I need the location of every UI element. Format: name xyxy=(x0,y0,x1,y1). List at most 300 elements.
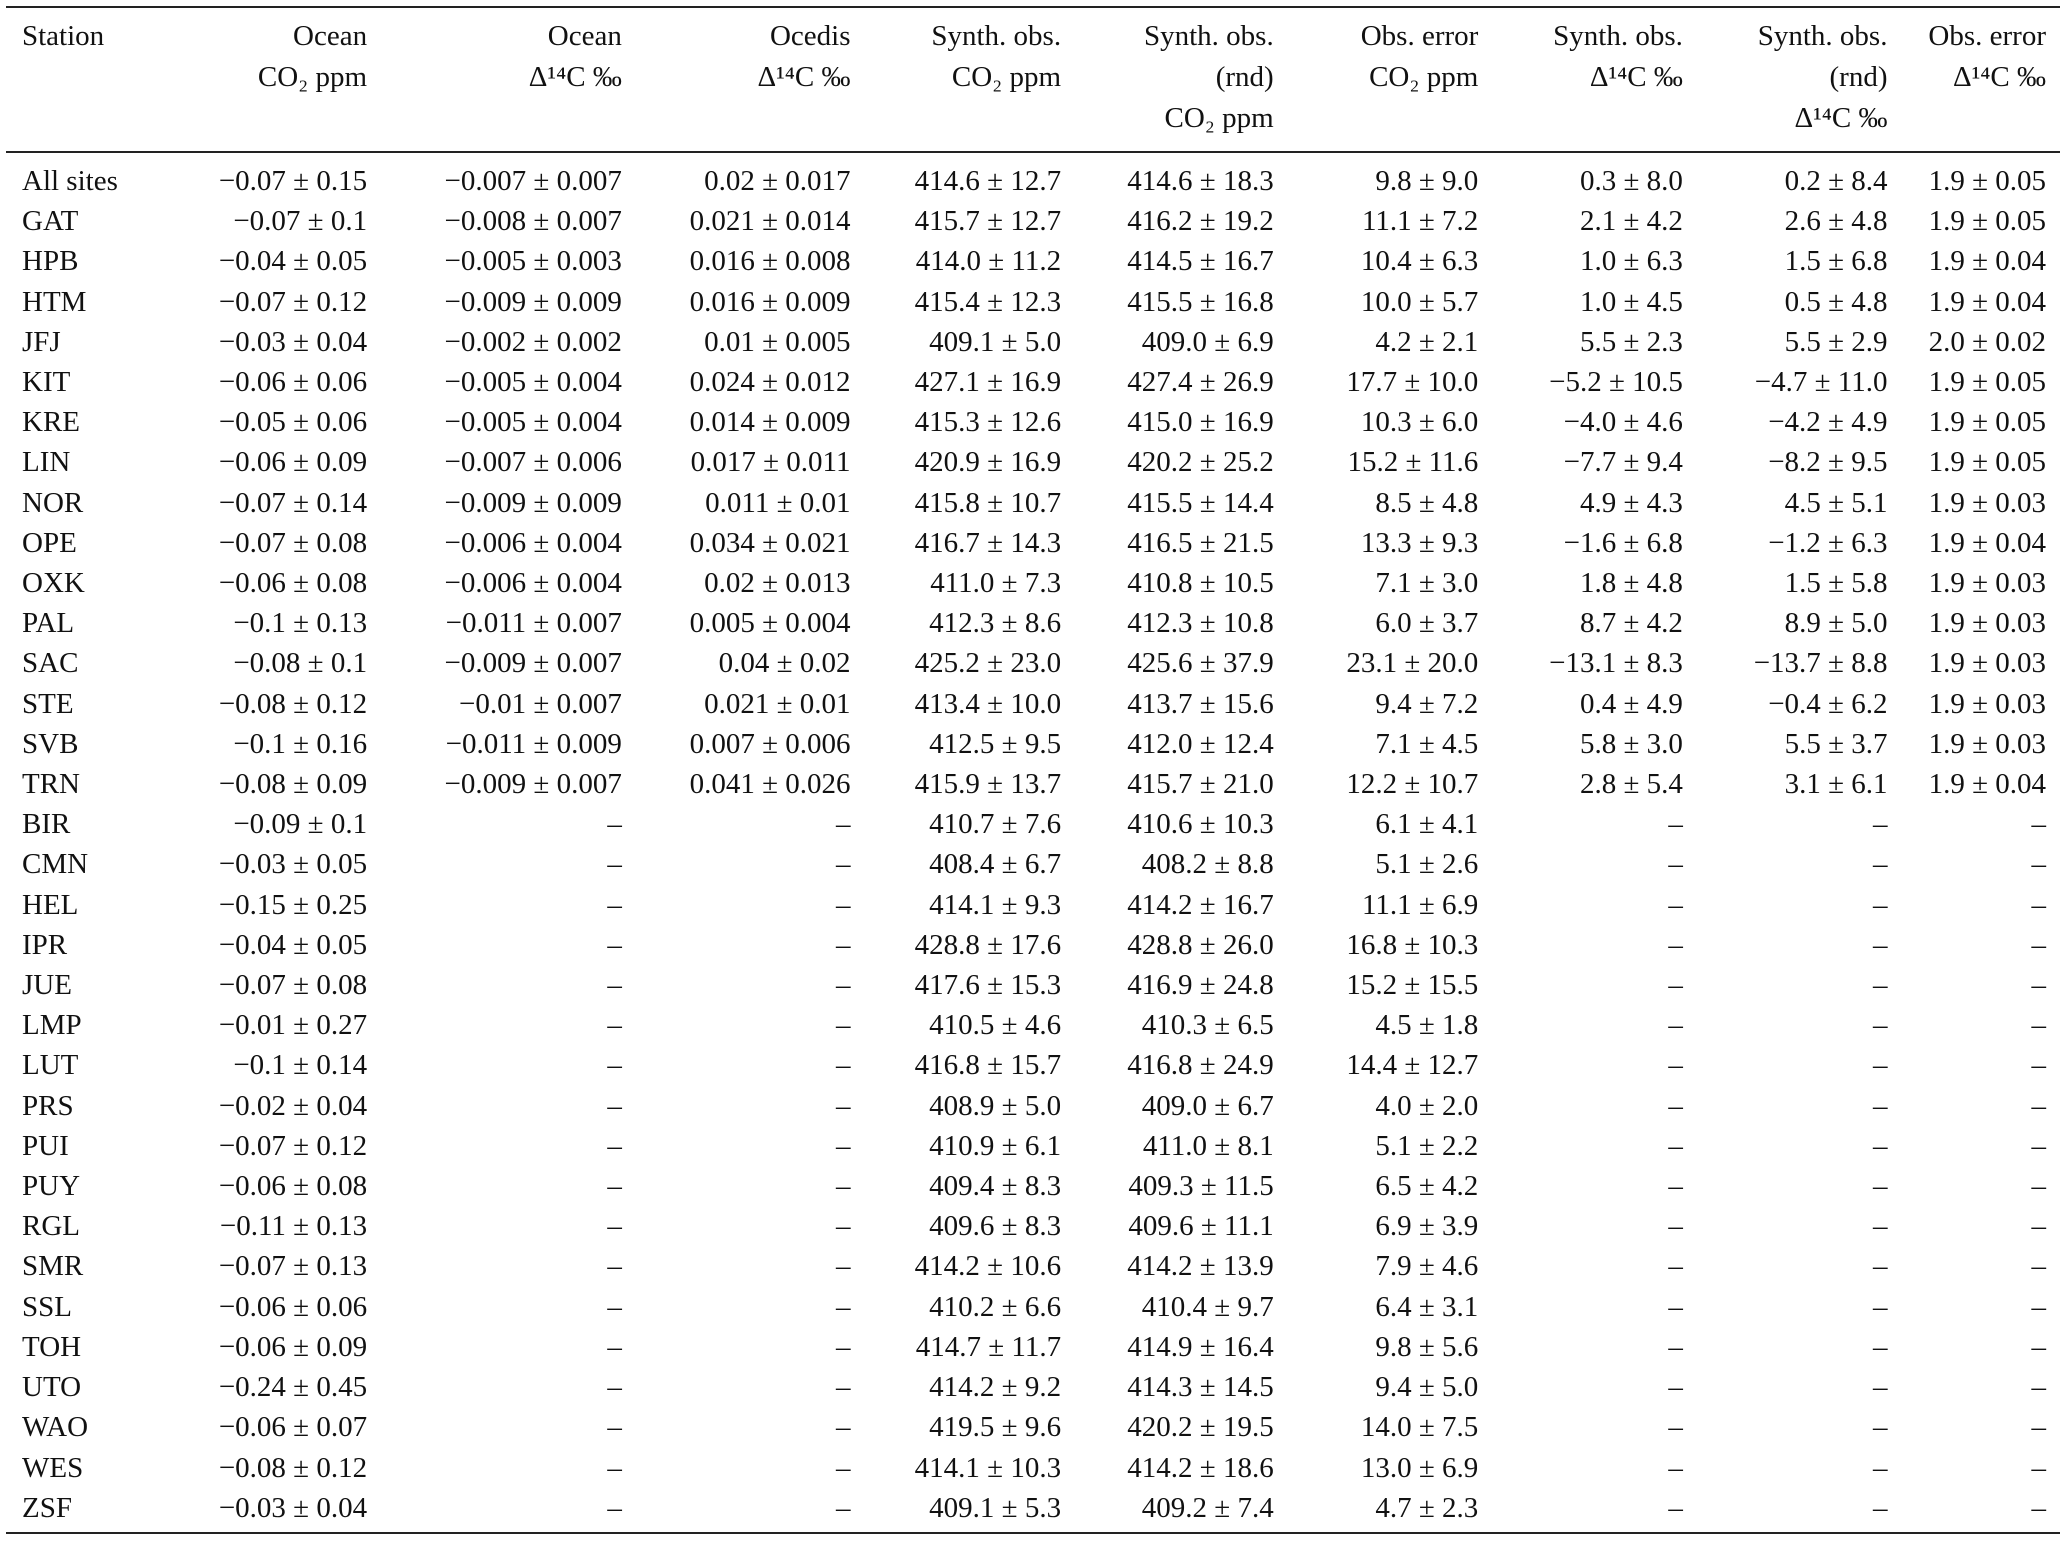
table-row xyxy=(6,1045,2060,1085)
value-cell: 419.5 ± 9.6 xyxy=(929,1411,1062,1444)
value-cell: −0.005 ± 0.004 xyxy=(444,406,622,439)
value-cell: 416.5 ± 21.5 xyxy=(1127,526,1274,559)
value-cell: 409.6 ± 11.1 xyxy=(1128,1210,1274,1243)
value-cell: 2.1 ± 4.2 xyxy=(1579,205,1683,238)
value-cell: – xyxy=(1872,1049,1888,1082)
value-cell: 410.3 ± 6.5 xyxy=(1141,1009,1274,1042)
station-cell: SVB xyxy=(22,727,79,760)
value-cell: – xyxy=(1668,1250,1683,1283)
station-cell: OPE xyxy=(22,526,77,559)
value-cell: – xyxy=(2031,888,2046,921)
value-cell: – xyxy=(1697,1488,1902,1533)
table-row xyxy=(6,152,2060,201)
column-header-line: (rnd) xyxy=(1829,61,1888,93)
value-cell: 413.4 ± 10.0 xyxy=(914,687,1062,720)
value-cell: 7.1 ± 4.5 xyxy=(1375,727,1479,760)
value-cell: – xyxy=(607,1129,622,1162)
column-header-line: (rnd) xyxy=(1215,61,1274,93)
value-cell: 415.5 ± 16.8 xyxy=(1127,285,1274,318)
table-row xyxy=(6,1005,2060,1045)
value-cell: – xyxy=(835,1170,851,1203)
value-cell: −0.07 ± 0.12 xyxy=(218,285,368,318)
value-cell: 1.9 ± 0.05 xyxy=(1928,366,2046,399)
value-cell: 9.4 ± 7.2 xyxy=(1375,687,1479,720)
value-cell: 8.7 ± 4.2 xyxy=(1579,607,1683,640)
station-cell: NOR xyxy=(22,486,84,519)
value-cell: 9.8 ± 9.0 xyxy=(1375,165,1479,197)
value-cell: −0.005 ± 0.004 xyxy=(444,366,622,399)
value-cell: −0.07 ± 0.12 xyxy=(218,1129,368,1162)
value-cell: – xyxy=(607,1009,622,1042)
value-cell: – xyxy=(835,1250,851,1283)
value-cell: – xyxy=(835,1451,851,1484)
value-cell: 416.7 ± 14.3 xyxy=(914,526,1062,559)
value-cell: 1.9 ± 0.04 xyxy=(1928,285,2046,318)
value-cell: 428.8 ± 17.6 xyxy=(914,928,1062,961)
value-cell: −0.09 ± 0.1 xyxy=(233,808,368,841)
value-cell: – xyxy=(2031,1371,2046,1404)
value-cell: 5.1 ± 2.2 xyxy=(1375,1129,1479,1162)
value-cell: – xyxy=(607,928,622,961)
value-cell: 412.3 ± 8.6 xyxy=(929,607,1062,640)
value-cell: 13.0 ± 6.9 xyxy=(1360,1451,1479,1484)
value-cell: −0.011 ± 0.009 xyxy=(445,727,622,760)
value-cell: 1.9 ± 0.05 xyxy=(1928,446,2046,479)
value-cell: – xyxy=(835,1210,851,1243)
value-cell: −0.006 ± 0.004 xyxy=(444,567,622,600)
station-cell: PAL xyxy=(22,607,75,640)
station-cell: LIN xyxy=(22,446,71,479)
value-cell: – xyxy=(1668,1049,1683,1082)
value-cell: 0.02 ± 0.017 xyxy=(704,165,851,197)
value-cell: 6.4 ± 3.1 xyxy=(1375,1290,1479,1323)
value-cell: 0.034 ± 0.021 xyxy=(689,526,851,559)
value-cell: – xyxy=(1492,1488,1697,1533)
value-cell: – xyxy=(835,1089,851,1122)
station-cell: TOH xyxy=(22,1330,82,1363)
value-cell: 0.5 ± 4.8 xyxy=(1784,285,1888,318)
value-cell: −0.03 ± 0.04 xyxy=(218,325,368,358)
value-cell: 414.0 ± 11.2 xyxy=(915,245,1062,278)
value-cell: – xyxy=(2031,1330,2046,1363)
value-cell: – xyxy=(1668,1290,1683,1323)
value-cell: 1.9 ± 0.04 xyxy=(1928,768,2046,801)
value-cell: – xyxy=(607,1210,622,1243)
column-header-line: CO₂ ppm xyxy=(951,61,1062,93)
value-cell: 415.0 ± 16.9 xyxy=(1127,406,1274,439)
table-row xyxy=(6,1287,2060,1327)
value-cell: −0.15 ± 0.25 xyxy=(218,888,368,921)
table-row xyxy=(6,1086,2060,1126)
value-cell: −0.07 ± 0.08 xyxy=(218,526,368,559)
value-cell: 1.0 ± 6.3 xyxy=(1579,245,1683,278)
value-cell: 4.2 ± 2.1 xyxy=(1375,325,1479,358)
station-cell: LMP xyxy=(22,1009,82,1042)
value-cell: −0.06 ± 0.08 xyxy=(218,1170,368,1203)
value-cell: −0.07 ± 0.1 xyxy=(233,205,368,238)
value-cell: 1.9 ± 0.05 xyxy=(1928,165,2046,197)
value-cell: 13.3 ± 9.3 xyxy=(1360,526,1479,559)
value-cell: 11.1 ± 6.9 xyxy=(1361,888,1479,921)
value-cell: −0.007 ± 0.007 xyxy=(444,165,622,197)
value-cell: 8.9 ± 5.0 xyxy=(1784,607,1888,640)
value-cell: 414.5 ± 16.7 xyxy=(1127,245,1274,278)
value-cell: – xyxy=(2031,1250,2046,1283)
value-cell: 428.8 ± 26.0 xyxy=(1127,928,1274,961)
value-cell: −0.009 ± 0.009 xyxy=(444,285,622,318)
table-row xyxy=(6,1367,2060,1407)
station-cell: KIT xyxy=(22,366,71,399)
value-cell: −7.7 ± 9.4 xyxy=(1563,446,1683,479)
value-cell: 414.6 ± 12.7 xyxy=(914,165,1062,197)
value-cell: −0.08 ± 0.09 xyxy=(218,768,368,801)
value-cell: 0.01 ± 0.005 xyxy=(704,325,851,358)
value-cell: −0.1 ± 0.13 xyxy=(233,607,368,640)
table-row xyxy=(6,282,2060,322)
table-row xyxy=(6,965,2060,1005)
value-cell: 0.011 ± 0.01 xyxy=(705,486,851,519)
value-cell: 9.8 ± 5.6 xyxy=(1375,1330,1479,1363)
value-cell: – xyxy=(1668,928,1683,961)
value-cell: 4.0 ± 2.0 xyxy=(1375,1089,1479,1122)
table-row xyxy=(6,1488,2060,1533)
value-cell: 411.0 ± 7.3 xyxy=(930,567,1062,600)
value-cell: – xyxy=(607,1170,622,1203)
value-cell: −0.02 ± 0.04 xyxy=(218,1089,368,1122)
value-cell: 410.4 ± 9.7 xyxy=(1141,1290,1274,1323)
station-cell: KRE xyxy=(22,406,80,439)
value-cell: – xyxy=(1872,1009,1888,1042)
value-cell: 14.0 ± 7.5 xyxy=(1360,1411,1479,1444)
value-cell: −0.009 ± 0.007 xyxy=(444,768,622,801)
value-cell: – xyxy=(607,1371,622,1404)
value-cell: – xyxy=(1668,1210,1683,1243)
column-header-line: Δ¹⁴C ‰ xyxy=(528,61,622,93)
table-row xyxy=(6,643,2060,683)
value-cell: 414.2 ± 13.9 xyxy=(1127,1250,1274,1283)
value-cell: −0.01 ± 0.007 xyxy=(459,687,622,720)
value-cell: – xyxy=(1872,1089,1888,1122)
value-cell: −0.11 ± 0.13 xyxy=(219,1210,368,1243)
station-cell: All sites xyxy=(22,165,118,197)
value-cell: 420.9 ± 16.9 xyxy=(914,446,1062,479)
value-cell: – xyxy=(835,1371,851,1404)
value-cell: −0.06 ± 0.07 xyxy=(218,1411,368,1444)
value-cell: −0.08 ± 0.12 xyxy=(218,687,368,720)
value-cell: – xyxy=(1901,1488,2060,1533)
value-cell: 409.0 ± 6.7 xyxy=(1141,1089,1274,1122)
value-cell: – xyxy=(2031,1451,2046,1484)
value-cell: 414.2 ± 9.2 xyxy=(929,1371,1062,1404)
value-cell: 0.016 ± 0.009 xyxy=(689,285,851,318)
value-cell: −5.2 ± 10.5 xyxy=(1549,366,1683,399)
station-cell: HPB xyxy=(22,245,79,278)
value-cell: 415.5 ± 14.4 xyxy=(1127,486,1274,519)
value-cell: – xyxy=(607,888,622,921)
value-cell: – xyxy=(607,1330,622,1363)
value-cell: 414.7 ± 11.7 xyxy=(915,1330,1062,1363)
station-cell: PUY xyxy=(22,1170,81,1203)
value-cell: −4.7 ± 11.0 xyxy=(1754,366,1888,399)
value-cell: 414.3 ± 14.5 xyxy=(1127,1371,1274,1404)
table-row xyxy=(6,442,2060,482)
value-cell: 410.5 ± 4.6 xyxy=(929,1009,1062,1042)
table-row xyxy=(6,563,2060,603)
value-cell: – xyxy=(2031,969,2046,1002)
value-cell: −0.006 ± 0.004 xyxy=(444,526,622,559)
value-cell: – xyxy=(835,848,851,881)
column-header xyxy=(636,7,865,152)
column-header xyxy=(1697,7,1902,152)
value-cell: 414.2 ± 18.6 xyxy=(1127,1451,1274,1484)
station-cell: LUT xyxy=(22,1049,79,1082)
value-cell: – xyxy=(2031,1210,2046,1243)
table-body xyxy=(6,152,2060,1533)
station-cell: SSL xyxy=(22,1290,72,1323)
value-cell: – xyxy=(607,1290,622,1323)
value-cell: 5.5 ± 3.7 xyxy=(1784,727,1888,760)
value-cell: – xyxy=(1668,969,1683,1002)
column-header-line: Ocean xyxy=(547,20,622,52)
value-cell: 0.014 ± 0.009 xyxy=(689,406,851,439)
value-cell: – xyxy=(835,1330,851,1363)
value-cell: 415.7 ± 12.7 xyxy=(914,205,1062,238)
value-cell: 15.2 ± 11.6 xyxy=(1347,446,1479,479)
value-cell: 1.9 ± 0.04 xyxy=(1928,245,2046,278)
column-header-line: Synth. obs. xyxy=(1553,20,1683,52)
value-cell: 12.2 ± 10.7 xyxy=(1346,768,1479,801)
value-cell: – xyxy=(835,969,851,1002)
value-cell: 6.5 ± 4.2 xyxy=(1375,1170,1479,1203)
value-cell: 410.7 ± 7.6 xyxy=(929,808,1062,841)
value-cell: – xyxy=(607,969,622,1002)
value-cell: – xyxy=(2031,1009,2046,1042)
table-row xyxy=(6,362,2060,402)
value-cell: 410.6 ± 10.3 xyxy=(1127,808,1274,841)
value-cell: 1.9 ± 0.03 xyxy=(1928,607,2046,640)
value-cell: – xyxy=(1668,888,1683,921)
station-cell: OXK xyxy=(22,567,85,600)
column-header-line: Ocean xyxy=(293,20,368,52)
value-cell: −0.002 ± 0.002 xyxy=(444,325,622,358)
value-cell: −0.06 ± 0.09 xyxy=(218,1330,368,1363)
table-row xyxy=(6,925,2060,965)
value-cell: 409.2 ± 7.4 xyxy=(1075,1488,1288,1533)
value-cell: 0.3 ± 8.0 xyxy=(1579,165,1683,197)
station-cell: SAC xyxy=(22,647,79,680)
station-cell: WES xyxy=(22,1451,84,1484)
value-cell: – xyxy=(835,808,851,841)
value-cell: 416.8 ± 24.9 xyxy=(1127,1049,1274,1082)
value-cell: – xyxy=(1668,848,1683,881)
value-cell: 0.021 ± 0.01 xyxy=(704,687,851,720)
value-cell: – xyxy=(1668,1330,1683,1363)
value-cell: −0.06 ± 0.06 xyxy=(218,1290,368,1323)
value-cell: – xyxy=(1872,888,1888,921)
value-cell: −0.04 ± 0.05 xyxy=(218,245,368,278)
table-row xyxy=(6,603,2060,643)
station-cell: PRS xyxy=(22,1089,74,1122)
value-cell: 414.6 ± 18.3 xyxy=(1127,165,1274,197)
value-cell: 0.04 ± 0.02 xyxy=(718,647,851,680)
value-cell: – xyxy=(835,1129,851,1162)
table-row xyxy=(6,844,2060,884)
value-cell: – xyxy=(1872,848,1888,881)
value-cell: 0.021 ± 0.014 xyxy=(689,205,851,238)
station-cell: PUI xyxy=(22,1129,69,1162)
value-cell: 7.1 ± 3.0 xyxy=(1375,567,1479,600)
value-cell: 413.7 ± 15.6 xyxy=(1127,687,1274,720)
value-cell: −0.06 ± 0.06 xyxy=(218,366,368,399)
value-cell: 6.1 ± 4.1 xyxy=(1375,808,1479,841)
value-cell: 2.0 ± 0.02 xyxy=(1928,325,2046,358)
table-row xyxy=(6,684,2060,724)
value-cell: 414.1 ± 10.3 xyxy=(914,1451,1062,1484)
value-cell: 420.2 ± 25.2 xyxy=(1127,446,1274,479)
value-cell: 6.0 ± 3.7 xyxy=(1375,607,1479,640)
value-cell: – xyxy=(2031,808,2046,841)
header-row xyxy=(6,7,2060,152)
value-cell: 0.4 ± 4.9 xyxy=(1579,687,1683,720)
value-cell: – xyxy=(2031,1411,2046,1444)
value-cell: 1.9 ± 0.03 xyxy=(1928,486,2046,519)
value-cell: −13.1 ± 8.3 xyxy=(1549,647,1683,680)
value-cell: −0.07 ± 0.13 xyxy=(218,1250,368,1283)
station-cell: SMR xyxy=(22,1250,84,1283)
station-cell: ZSF xyxy=(6,1488,156,1533)
table-row xyxy=(6,322,2060,362)
value-cell: −0.07 ± 0.14 xyxy=(218,486,368,519)
value-cell: 410.8 ± 10.5 xyxy=(1127,567,1274,600)
column-header xyxy=(1492,7,1697,152)
value-cell: 409.6 ± 8.3 xyxy=(929,1210,1062,1243)
column-header-line: Δ¹⁴C ‰ xyxy=(757,61,851,93)
station-cell: STE xyxy=(22,687,74,720)
value-cell: 416.2 ± 19.2 xyxy=(1127,205,1274,238)
value-cell: – xyxy=(1872,1330,1888,1363)
value-cell: 1.5 ± 5.8 xyxy=(1784,567,1888,600)
value-cell: – xyxy=(1872,1210,1888,1243)
value-cell: 15.2 ± 15.5 xyxy=(1346,969,1479,1002)
value-cell: – xyxy=(1872,808,1888,841)
value-cell: – xyxy=(1668,1170,1683,1203)
value-cell: 409.1 ± 5.3 xyxy=(864,1488,1075,1533)
table-row xyxy=(6,1327,2060,1367)
column-header-line: Δ¹⁴C ‰ xyxy=(1589,61,1683,93)
column-header xyxy=(864,7,1075,152)
value-cell: 410.2 ± 6.6 xyxy=(929,1290,1062,1323)
table-row xyxy=(6,1126,2060,1166)
station-cell: HTM xyxy=(22,285,87,318)
value-cell: – xyxy=(2031,1089,2046,1122)
value-cell: – xyxy=(607,1411,622,1444)
value-cell: 5.1 ± 2.6 xyxy=(1375,848,1479,881)
value-cell: −0.008 ± 0.007 xyxy=(444,205,622,238)
value-cell: 0.007 ± 0.006 xyxy=(689,727,851,760)
value-cell: −0.007 ± 0.006 xyxy=(444,446,622,479)
value-cell: 425.2 ± 23.0 xyxy=(914,647,1062,680)
value-cell: 23.1 ± 20.0 xyxy=(1346,647,1479,680)
value-cell: – xyxy=(607,1089,622,1122)
value-cell: 415.9 ± 13.7 xyxy=(914,768,1062,801)
value-cell: 1.5 ± 6.8 xyxy=(1784,245,1888,278)
value-cell: −0.06 ± 0.09 xyxy=(218,446,368,479)
value-cell: 11.1 ± 7.2 xyxy=(1361,205,1479,238)
value-cell: 1.9 ± 0.03 xyxy=(1928,727,2046,760)
value-cell: 414.1 ± 9.3 xyxy=(929,888,1062,921)
value-cell: – xyxy=(1872,969,1888,1002)
value-cell: 4.9 ± 4.3 xyxy=(1579,486,1683,519)
column-header xyxy=(1901,7,2060,152)
value-cell: 0.005 ± 0.004 xyxy=(689,607,851,640)
column-header xyxy=(156,7,381,152)
value-cell: 0.017 ± 0.011 xyxy=(690,446,851,479)
column-header-line: Synth. obs. xyxy=(931,20,1062,52)
station-cell: JUE xyxy=(22,969,72,1002)
station-cell: RGL xyxy=(22,1210,80,1243)
value-cell: −0.1 ± 0.14 xyxy=(233,1049,368,1082)
value-cell: – xyxy=(1872,1290,1888,1323)
column-header-line: Δ¹⁴C ‰ xyxy=(1952,61,2046,93)
value-cell: 2.6 ± 4.8 xyxy=(1784,205,1888,238)
value-cell: −0.07 ± 0.15 xyxy=(218,165,368,197)
value-cell: 5.5 ± 2.9 xyxy=(1784,325,1888,358)
table-row xyxy=(6,523,2060,563)
table-row xyxy=(6,724,2060,764)
table-header xyxy=(6,7,2060,152)
station-cell: JFJ xyxy=(22,325,61,358)
value-cell: −4.2 ± 4.9 xyxy=(1768,406,1888,439)
value-cell: – xyxy=(835,1009,851,1042)
value-cell: – xyxy=(835,1411,851,1444)
value-cell: −0.01 ± 0.27 xyxy=(218,1009,368,1042)
value-cell: 16.8 ± 10.3 xyxy=(1346,928,1479,961)
value-cell: – xyxy=(1872,1170,1888,1203)
value-cell: – xyxy=(607,808,622,841)
value-cell: 420.2 ± 19.5 xyxy=(1127,1411,1274,1444)
value-cell: −0.009 ± 0.007 xyxy=(444,647,622,680)
value-cell: – xyxy=(835,1290,851,1323)
value-cell: 1.9 ± 0.05 xyxy=(1928,406,2046,439)
value-cell: 0.041 ± 0.026 xyxy=(689,768,851,801)
value-cell: −0.08 ± 0.12 xyxy=(218,1451,368,1484)
value-cell: – xyxy=(1872,1250,1888,1283)
value-cell: – xyxy=(835,1049,851,1082)
value-cell: −0.005 ± 0.003 xyxy=(444,245,622,278)
value-cell: −4.0 ± 4.6 xyxy=(1563,406,1683,439)
value-cell: 10.0 ± 5.7 xyxy=(1360,285,1479,318)
value-cell: 409.1 ± 5.0 xyxy=(929,325,1062,358)
station-cell: UTO xyxy=(22,1371,82,1404)
value-cell: – xyxy=(607,1451,622,1484)
value-cell: – xyxy=(607,848,622,881)
value-cell: −13.7 ± 8.8 xyxy=(1753,647,1888,680)
table-row xyxy=(6,885,2060,925)
table-row xyxy=(6,1246,2060,1286)
value-cell: – xyxy=(1872,1129,1888,1162)
value-cell: 5.5 ± 2.3 xyxy=(1579,325,1683,358)
value-cell: −0.06 ± 0.08 xyxy=(218,567,368,600)
value-cell: −0.1 ± 0.16 xyxy=(233,727,368,760)
value-cell: 8.5 ± 4.8 xyxy=(1375,486,1479,519)
value-cell: −0.4 ± 6.2 xyxy=(1768,687,1888,720)
value-cell: – xyxy=(1668,1129,1683,1162)
table-row xyxy=(6,1206,2060,1246)
value-cell: 4.5 ± 1.8 xyxy=(1375,1009,1479,1042)
value-cell: 0.02 ± 0.013 xyxy=(704,567,851,600)
value-cell: 1.9 ± 0.03 xyxy=(1928,567,2046,600)
value-cell: 409.0 ± 6.9 xyxy=(1141,325,1274,358)
